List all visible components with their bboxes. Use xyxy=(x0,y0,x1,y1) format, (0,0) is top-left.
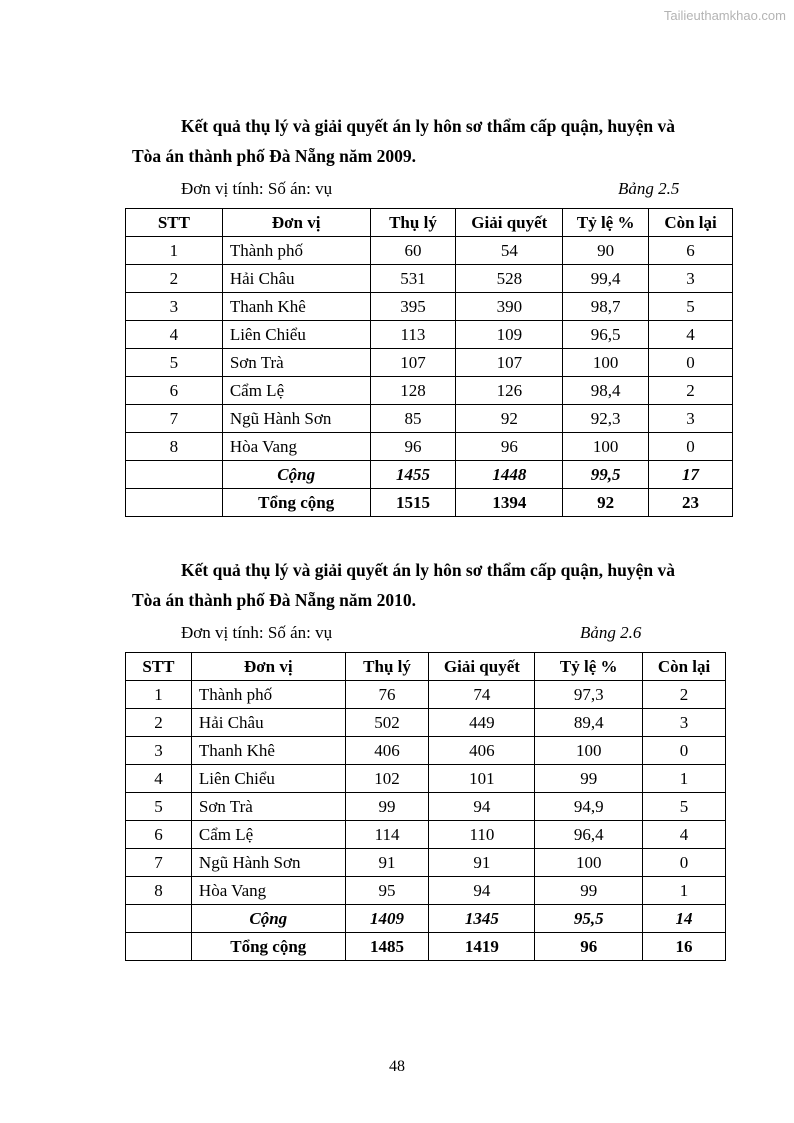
cell-remaining: 6 xyxy=(649,237,733,265)
heading-line: Kết quả thụ lý và giải quyết án ly hôn sơ thẩm cấp quận, huyện và xyxy=(181,560,675,580)
table-row xyxy=(126,877,726,905)
cell-stt: 7 xyxy=(126,405,223,433)
cell-stt xyxy=(126,461,223,489)
cell-rate: 92,3 xyxy=(563,405,649,433)
cell-remaining: 0 xyxy=(649,433,733,461)
table-row xyxy=(126,265,733,293)
cell-stt: 3 xyxy=(126,737,192,765)
header-row xyxy=(126,653,726,681)
column-header-stt: STT xyxy=(126,209,223,237)
heading-line: Tòa án thành phố Đà Nẵng năm 2010. xyxy=(132,590,416,610)
cell-remaining: 3 xyxy=(649,265,733,293)
cell-unit: Cộng xyxy=(191,905,345,933)
cell-remaining: 16 xyxy=(643,933,726,961)
cell-accepted: 60 xyxy=(370,237,456,265)
cell-unit: Cẩm Lệ xyxy=(191,821,345,849)
cell-accepted: 114 xyxy=(345,821,429,849)
cell-remaining: 23 xyxy=(649,489,733,517)
cell-accepted: 1515 xyxy=(370,489,456,517)
total-row xyxy=(126,489,733,517)
cell-accepted: 1409 xyxy=(345,905,429,933)
table-row xyxy=(126,709,726,737)
table-label: Bảng 2.5 xyxy=(618,179,680,198)
cell-unit: Cộng xyxy=(222,461,370,489)
cell-stt: 4 xyxy=(126,765,192,793)
cell-rate: 94,9 xyxy=(535,793,643,821)
cell-rate: 96 xyxy=(535,933,643,961)
cell-rate: 99 xyxy=(535,877,643,905)
cell-rate: 92 xyxy=(563,489,649,517)
cell-stt: 1 xyxy=(126,681,192,709)
table-row xyxy=(126,405,733,433)
cell-resolved: 126 xyxy=(456,377,563,405)
cell-resolved: 92 xyxy=(456,405,563,433)
table-row xyxy=(126,821,726,849)
cell-remaining: 1 xyxy=(643,877,726,905)
cell-remaining: 4 xyxy=(643,821,726,849)
table-2-5 xyxy=(125,208,733,517)
cell-rate: 97,3 xyxy=(535,681,643,709)
heading-line: Tòa án thành phố Đà Nẵng năm 2009. xyxy=(132,146,416,166)
column-header-stt: STT xyxy=(126,653,192,681)
cell-remaining: 3 xyxy=(649,405,733,433)
column-header-unit: Đơn vị xyxy=(222,209,370,237)
cell-rate: 89,4 xyxy=(535,709,643,737)
cell-resolved: 91 xyxy=(429,849,535,877)
cell-accepted: 113 xyxy=(370,321,456,349)
cell-accepted: 1485 xyxy=(345,933,429,961)
heading-line: Kết quả thụ lý và giải quyết án ly hôn sơ thẩm cấp quận, huyện và xyxy=(181,116,675,136)
table-2-6 xyxy=(125,652,726,961)
cell-resolved: 1345 xyxy=(429,905,535,933)
cell-resolved: 54 xyxy=(456,237,563,265)
cell-unit: Hòa Vang xyxy=(191,877,345,905)
table-row xyxy=(126,765,726,793)
cell-resolved: 94 xyxy=(429,877,535,905)
total-row xyxy=(126,933,726,961)
cell-stt: 8 xyxy=(126,433,223,461)
cell-remaining: 0 xyxy=(643,849,726,877)
cell-remaining: 0 xyxy=(643,737,726,765)
cell-resolved: 390 xyxy=(456,293,563,321)
cell-resolved: 528 xyxy=(456,265,563,293)
cell-stt: 2 xyxy=(126,265,223,293)
cell-rate: 100 xyxy=(563,349,649,377)
cell-remaining: 17 xyxy=(649,461,733,489)
cell-unit: Sơn Trà xyxy=(191,793,345,821)
cell-unit: Cẩm Lệ xyxy=(222,377,370,405)
column-header-remaining: Còn lại xyxy=(649,209,733,237)
table-row xyxy=(126,737,726,765)
cell-resolved: 96 xyxy=(456,433,563,461)
column-header-unit: Đơn vị xyxy=(191,653,345,681)
cell-resolved: 406 xyxy=(429,737,535,765)
cell-accepted: 107 xyxy=(370,349,456,377)
cell-remaining: 5 xyxy=(643,793,726,821)
table-row xyxy=(126,793,726,821)
cell-unit: Thanh Khê xyxy=(222,293,370,321)
cell-rate: 100 xyxy=(535,737,643,765)
cell-accepted: 1455 xyxy=(370,461,456,489)
cell-accepted: 395 xyxy=(370,293,456,321)
cell-accepted: 96 xyxy=(370,433,456,461)
cell-stt: 3 xyxy=(126,293,223,321)
cell-accepted: 95 xyxy=(345,877,429,905)
cell-accepted: 91 xyxy=(345,849,429,877)
cell-unit: Tổng cộng xyxy=(222,489,370,517)
table-row xyxy=(126,237,733,265)
cell-resolved: 1448 xyxy=(456,461,563,489)
column-header-remaining: Còn lại xyxy=(643,653,726,681)
cell-stt: 4 xyxy=(126,321,223,349)
cell-unit: Thanh Khê xyxy=(191,737,345,765)
cell-unit: Ngũ Hành Sơn xyxy=(222,405,370,433)
cell-accepted: 531 xyxy=(370,265,456,293)
cell-resolved: 1394 xyxy=(456,489,563,517)
cell-rate: 98,7 xyxy=(563,293,649,321)
cell-stt: 6 xyxy=(126,377,223,405)
cell-stt: 5 xyxy=(126,793,192,821)
cell-accepted: 102 xyxy=(345,765,429,793)
cell-stt: 7 xyxy=(126,849,192,877)
cell-resolved: 94 xyxy=(429,793,535,821)
cell-accepted: 85 xyxy=(370,405,456,433)
cell-stt xyxy=(126,905,192,933)
subtotal-row xyxy=(126,461,733,489)
cell-unit: Hải Châu xyxy=(222,265,370,293)
watermark: Tailieuthamkhao.com xyxy=(663,8,786,23)
cell-unit: Liên Chiểu xyxy=(222,321,370,349)
cell-rate: 98,4 xyxy=(563,377,649,405)
column-header-rate: Tỷ lệ % xyxy=(535,653,643,681)
cell-resolved: 74 xyxy=(429,681,535,709)
table-row xyxy=(126,321,733,349)
table-row xyxy=(126,681,726,709)
cell-unit: Thành phố xyxy=(191,681,345,709)
page-number: 48 xyxy=(389,1058,405,1075)
cell-remaining: 4 xyxy=(649,321,733,349)
cell-accepted: 406 xyxy=(345,737,429,765)
cell-remaining: 5 xyxy=(649,293,733,321)
cell-rate: 99,5 xyxy=(563,461,649,489)
cell-remaining: 2 xyxy=(643,681,726,709)
unit-note: Đơn vị tính: Số án: vụ xyxy=(181,623,333,642)
cell-remaining: 3 xyxy=(643,709,726,737)
table-label: Bảng 2.6 xyxy=(580,623,642,642)
table-row xyxy=(126,849,726,877)
cell-stt: 8 xyxy=(126,877,192,905)
cell-rate: 90 xyxy=(563,237,649,265)
cell-remaining: 2 xyxy=(649,377,733,405)
cell-stt: 1 xyxy=(126,237,223,265)
cell-stt: 2 xyxy=(126,709,192,737)
cell-unit: Hòa Vang xyxy=(222,433,370,461)
header-row xyxy=(126,209,733,237)
column-header-accepted: Thụ lý xyxy=(370,209,456,237)
cell-resolved: 107 xyxy=(456,349,563,377)
table-row xyxy=(126,377,733,405)
cell-stt: 5 xyxy=(126,349,223,377)
cell-accepted: 128 xyxy=(370,377,456,405)
column-header-resolved: Giải quyết xyxy=(456,209,563,237)
cell-rate: 99,4 xyxy=(563,265,649,293)
cell-unit: Hải Châu xyxy=(191,709,345,737)
cell-rate: 100 xyxy=(535,849,643,877)
column-header-accepted: Thụ lý xyxy=(345,653,429,681)
cell-remaining: 14 xyxy=(643,905,726,933)
cell-resolved: 109 xyxy=(456,321,563,349)
cell-unit: Ngũ Hành Sơn xyxy=(191,849,345,877)
cell-stt xyxy=(126,489,223,517)
cell-stt xyxy=(126,933,192,961)
cell-remaining: 0 xyxy=(649,349,733,377)
column-header-rate: Tỷ lệ % xyxy=(563,209,649,237)
table-row xyxy=(126,433,733,461)
column-header-resolved: Giải quyết xyxy=(429,653,535,681)
cell-rate: 95,5 xyxy=(535,905,643,933)
cell-unit: Thành phố xyxy=(222,237,370,265)
cell-rate: 96,4 xyxy=(535,821,643,849)
cell-rate: 100 xyxy=(563,433,649,461)
table-2-6-heading xyxy=(132,555,732,615)
table-2-5-heading xyxy=(132,111,732,171)
cell-resolved: 110 xyxy=(429,821,535,849)
cell-unit: Tổng cộng xyxy=(191,933,345,961)
unit-note: Đơn vị tính: Số án: vụ xyxy=(181,179,333,198)
cell-accepted: 502 xyxy=(345,709,429,737)
table-row xyxy=(126,349,733,377)
cell-accepted: 99 xyxy=(345,793,429,821)
cell-remaining: 1 xyxy=(643,765,726,793)
table-row xyxy=(126,293,733,321)
cell-rate: 99 xyxy=(535,765,643,793)
cell-unit: Sơn Trà xyxy=(222,349,370,377)
cell-accepted: 76 xyxy=(345,681,429,709)
cell-resolved: 101 xyxy=(429,765,535,793)
cell-rate: 96,5 xyxy=(563,321,649,349)
subtotal-row xyxy=(126,905,726,933)
cell-resolved: 1419 xyxy=(429,933,535,961)
cell-resolved: 449 xyxy=(429,709,535,737)
cell-unit: Liên Chiểu xyxy=(191,765,345,793)
cell-stt: 6 xyxy=(126,821,192,849)
